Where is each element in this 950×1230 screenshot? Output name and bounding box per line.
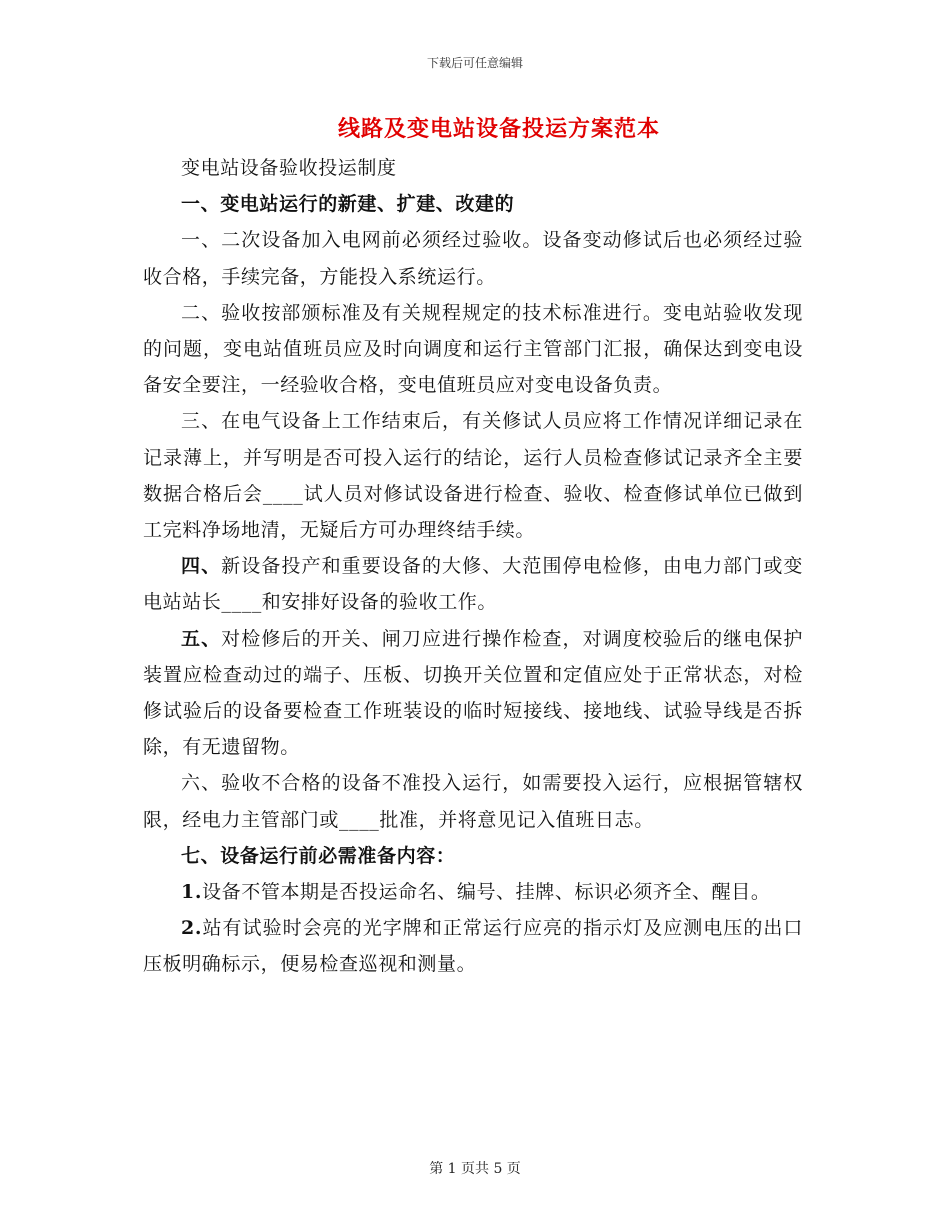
section-heading-7: 七、设备运行前必需准备内容： bbox=[181, 844, 456, 867]
clause-2-lead: 二、 bbox=[181, 301, 222, 324]
clause-4-text: 新设备投产和重要设备的大修、大范围停电检修，由电力部门或变电站站长____和安排好设备的验收工作。 bbox=[143, 555, 804, 614]
clause-6-lead: 六、 bbox=[181, 772, 222, 795]
section-heading-1: 一、变电站运行的新建、扩建、改建的 bbox=[181, 193, 515, 216]
clause-3 bbox=[143, 403, 803, 548]
clause-5 bbox=[143, 621, 803, 766]
clause-3-text: 在电气设备上工作结束后，有关修试人员应将工作情况详细记录在记录薄上，并写明是否可投入运行的结论，运行人员检查修试记录齐全主要数据合格后会____试人员对修试设备进行检查、验收、检查修试单位已做到工完料净场地清，无疑后方可办理终结手续。 bbox=[143, 410, 804, 542]
clause-2 bbox=[143, 295, 803, 404]
clause-6 bbox=[143, 765, 803, 837]
subitem-1-lead: 1. bbox=[181, 881, 203, 904]
page-number: 第 1 页共 5 页 bbox=[429, 1161, 521, 1177]
clause-6-text: 验收不合格的设备不准投入运行，如需要投入运行，应根据管辖权限，经电力主管部门或____批准，并将意见记入值班日志。 bbox=[143, 772, 804, 831]
subtitle: 变电站设备验收投运制度 bbox=[181, 157, 397, 179]
clause-5-text: 对检修后的开关、闸刀应进行操作检查，对调度校验后的继电保护装置应检查动过的端子、压板、切换开关位置和定值应处于正常状态，对检修试验后的设备要检查工作班装设的临时短接线、接地线、试验导线是否拆除，有无遗留物。 bbox=[143, 627, 804, 759]
subitem-1-text: 设备不管本期是否投运命名、编号、挂牌、标识必须齐全、醒目。 bbox=[202, 881, 771, 904]
subitem-2 bbox=[143, 910, 803, 982]
subitem-2-text: 站有试验时会亮的光字牌和正常运行应亮的指示灯及应测电压的出口压板明确标示，便易检查巡视和测量。 bbox=[143, 917, 803, 976]
clause-2-text: 验收按部颁标准及有关规程规定的技术标准进行。变电站验收发现的问题，变电站值班员应及时向调度和运行主管部门汇报，确保达到变电设备安全要注，一经验收合格，变电值班员应对变电设备负责。 bbox=[143, 301, 804, 397]
subitem-1 bbox=[143, 874, 803, 910]
clause-4-lead: 四、 bbox=[181, 555, 222, 578]
clause-1-text: 二次设备加入电网前必须经过验收。设备变动修试后也必须经过验收合格，手续完备，方能投入系统运行。 bbox=[143, 229, 804, 288]
subitem-2-lead: 2. bbox=[181, 917, 203, 940]
clause-4 bbox=[143, 548, 803, 620]
document-title: 线路及变电站设备投运方案范本 bbox=[337, 116, 660, 142]
clause-1 bbox=[143, 222, 803, 294]
clause-3-lead: 三、 bbox=[181, 410, 222, 433]
clause-1-lead: 一、 bbox=[181, 229, 222, 252]
document-body bbox=[143, 150, 803, 983]
header-note: 下载后可任意编辑 bbox=[426, 56, 523, 70]
clause-5-lead: 五、 bbox=[181, 627, 222, 650]
